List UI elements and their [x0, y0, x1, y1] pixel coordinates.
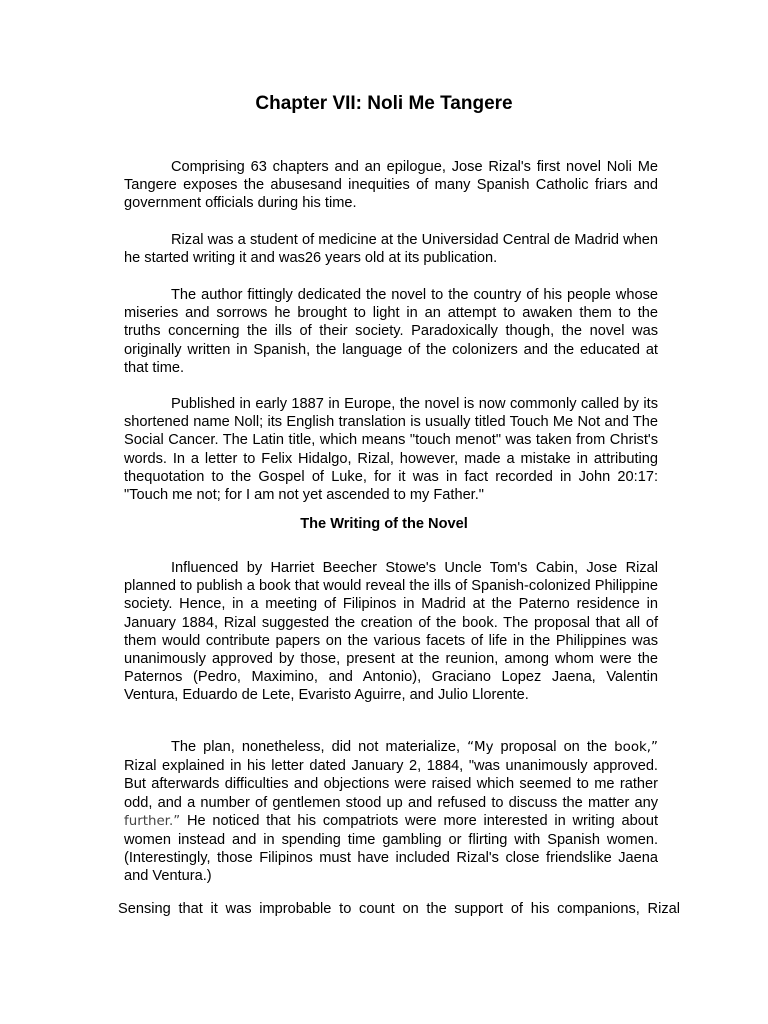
plan-text-1: The plan, nonetheless, did not materialize,	[171, 739, 468, 755]
paragraph-student: Rizal was a student of medicine at the Universidad Central de Madrid when he started writing it and was26 years old at its publication.	[124, 232, 658, 267]
chapter-title: Chapter VII: Noli Me Tangere	[255, 93, 513, 114]
plan-text-4: book,”	[614, 740, 658, 755]
plan-text-3: proposal on the	[493, 739, 615, 755]
plan-text-5: Rizal explained in his letter dated January 2, 1884, "was unanimously approved. But afterwards difficulties and objections were raised which seemed to me rather odd, and a number of gentlemen stood up and refused to discuss the matter any	[124, 758, 658, 811]
paragraph-plan	[124, 738, 658, 886]
paragraph-sensing: Sensing that it was improbable to count on the support of his companions, Rizal	[118, 901, 680, 917]
section-heading: The Writing of the Novel	[300, 516, 468, 532]
plan-text-7: He noticed that his compatriots were more interested in writing about women instead and in spending time gambling or flirting with Spanish women. (Interestingly, those Filipinos must have included Rizal's close friendslike Jaena and Ventura.)	[124, 812, 658, 885]
plan-text-2: “My	[467, 740, 494, 755]
plan-text-6: further.”	[124, 813, 181, 829]
paragraph-publication: Published in early 1887 in Europe, the novel is now commonly called by its shortened name Noll; its English translation is usually titled Touch Me Not and The Social Cancer. The Latin title, which means "touch menot" was taken from Christ's words. In a letter to Felix Hidalgo, Rizal, however, made a mistake in attributing thequotation to the Gospel of Luke, for it was in fact recorded in John 20:17: "Touch me not; for I am not yet ascended to my Father."	[124, 396, 658, 504]
paragraph-influence: Influenced by Harriet Beecher Stowe's Uncle Tom's Cabin, Jose Rizal planned to publish a book that would reveal the ills of Spanish-colonized Philippine society. Hence, in a meeting of Filipinos in Madrid at the Paterno residence in January 1884, Rizal suggested the creation of the book. The proposal that all of them would contribute papers on the various facets of life in the Philippines was unanimously approved by those, present at the reunion, among whom were the Paternos (Pedro, Maximino, and Antonio), Graciano Lopez Jaena, Valentin Ventura, Eduardo de Lete, Evaristo Aguirre, and Julio Llorente.	[124, 560, 658, 704]
paragraph-intro: Comprising 63 chapters and an epilogue, Jose Rizal's first novel Noli Me Tangere exposes the abusesand inequities of many Spanish Catholic friars and government officials during his time.	[124, 159, 658, 212]
paragraph-dedication: The author fittingly dedicated the novel to the country of his people whose miseries and sorrows he brought to light in an attempt to awaken them to the truths concerning the ills of their society. Paradoxically though, the novel was originally written in Spanish, the language of the colonizers and the educated at that time.	[124, 287, 658, 376]
